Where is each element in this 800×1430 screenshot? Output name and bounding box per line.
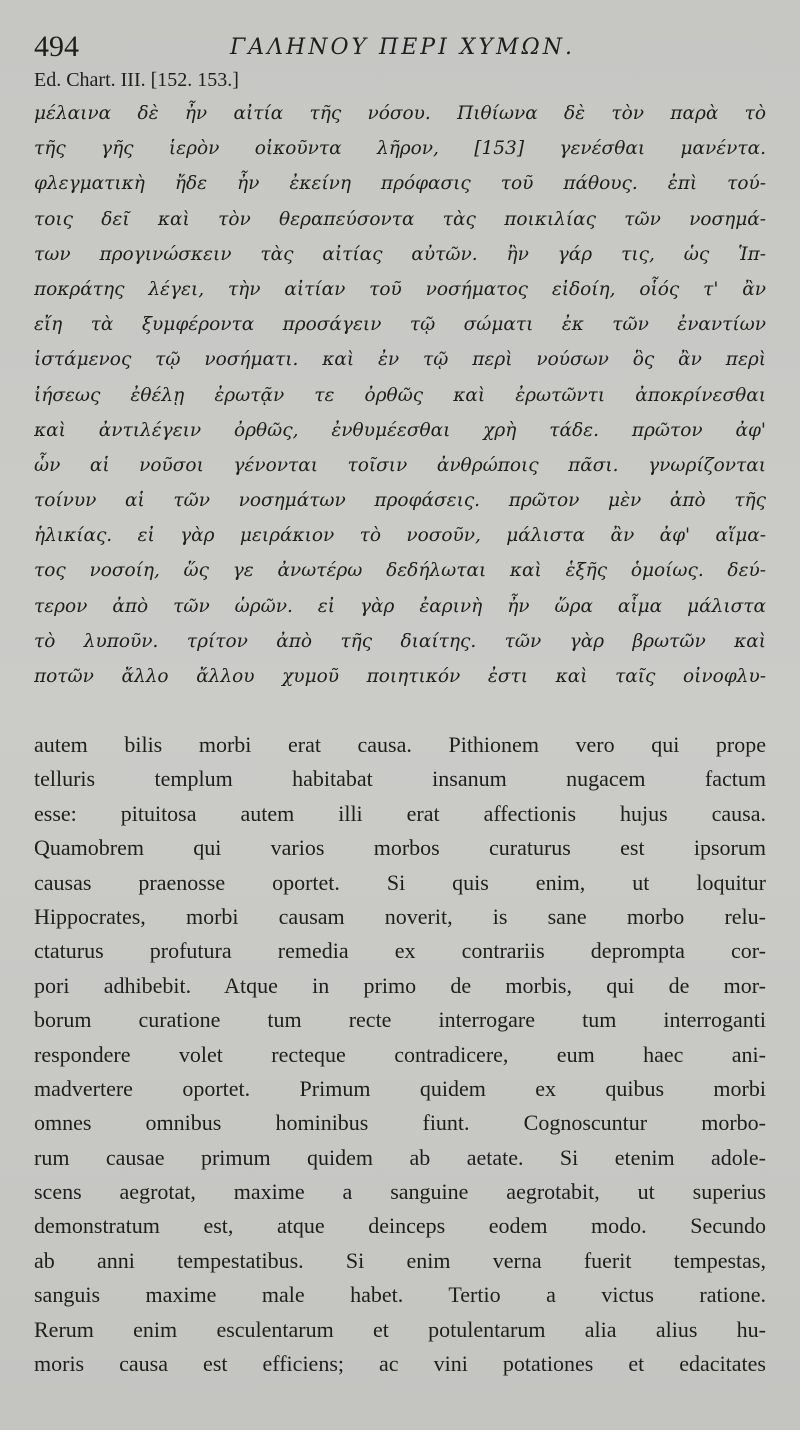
latin-line: borum curatione tum recte interrogare tum interroganti <box>34 1007 766 1033</box>
greek-line: φλεγματικὴ ἤδε ἦν ἐκείνη πρόφασις τοῦ πάθους. ἐπὶ τού- <box>34 173 766 195</box>
page-header <box>34 30 764 66</box>
greek-line: τοίνυν αἱ τῶν νοσημάτων προφάσεις. πρῶτον μὲν ἀπὸ τῆς <box>34 490 766 512</box>
running-title: ΓΑΛΗΝΟΥ ΠΕΡΙ ΧΥΜΩΝ. <box>230 35 575 60</box>
latin-line: scens aegrotat, maxime a sanguine aegrotabit, ut superius <box>34 1179 766 1205</box>
latin-line: esse: pituitosa autem illi erat affectionis hujus causa. <box>34 800 766 826</box>
latin-line: Hippocrates, morbi causam noverit, is sane morbo relu- <box>34 903 766 929</box>
greek-line: ποκράτης λέγει, τὴν αἰτίαν τοῦ νοσήματος εἰδοίη, οἷός τ' ἂν <box>34 278 766 300</box>
latin-text-block <box>34 728 766 1381</box>
latin-line: causas praenosse oportet. Si quis enim, ut loquitur <box>34 869 766 895</box>
greek-line: τῆς γῆς ἱερὸν οἰκοῦντα λῆρον, [153] γενέσθαι μανέντα. <box>34 138 766 160</box>
greek-line: τοις δεῖ καὶ τὸν θεραπεύσοντα τὰς ποικιλίας τῶν νοσημά- <box>34 208 766 230</box>
latin-line: demonstratum est, atque deinceps eodem modo. Secundo <box>34 1213 766 1239</box>
greek-line: ὧν αἱ νοῦσοι γένονται τοῖσιν ἀνθρώποις πᾶσι. γνωρίζονται <box>34 454 766 476</box>
latin-line: sanguis maxime male habet. Tertio a victus ratione. <box>34 1282 766 1308</box>
greek-line: τὸ λυποῦν. τρίτον ἀπὸ τῆς διαίτης. τῶν γὰρ βρωτῶν καὶ <box>34 630 766 652</box>
greek-line: τερον ἀπὸ τῶν ὡρῶν. εἰ γὰρ ἐαρινὴ ἦν ὥρα αἷμα μάλιστα <box>34 595 766 617</box>
greek-line: των προγινώσκειν τὰς αἰτίας αὐτῶν. ἢν γάρ τις, ὡς Ἱπ- <box>34 243 766 265</box>
latin-line: Quamobrem qui varios morbos curaturus est ipsorum <box>34 835 766 861</box>
latin-line: autem bilis morbi erat causa. Pithionem vero qui prope <box>34 732 766 757</box>
greek-line: ποτῶν ἄλλο ἄλλου χυμοῦ ποιητικόν ἐστι καὶ ταῖς οἰνοφλυ- <box>34 666 766 687</box>
greek-line: ἰήσεως ἐθέλῃ ἐρωτᾷν τε ὀρθῶς καὶ ἐρωτῶντι ἀποκρίνεσθαι <box>34 384 766 406</box>
greek-line: μέλαινα δὲ ἦν αἰτία τῆς νόσου. Πιθίωνα δὲ τὸν παρὰ τὸ <box>34 103 766 124</box>
greek-line: εἴη τὰ ξυμφέροντα προσάγειν τῷ σώματι ἐκ τῶν ἐναντίων <box>34 314 766 336</box>
greek-text-block <box>34 96 766 694</box>
greek-line: τος νοσοίη, ὥς γε ἀνωτέρω δεδήλωται καὶ ἑξῆς ὁμοίως. δεύ- <box>34 560 766 582</box>
latin-line: moris causa est efficiens; ac vini potationes et edacitates <box>34 1351 766 1377</box>
page-number: 494 <box>34 30 79 63</box>
latin-line: ab anni tempestatibus. Si enim verna fuerit tempestas, <box>34 1247 766 1273</box>
latin-line: Rerum enim esculentarum et potulentarum alia alius hu- <box>34 1316 766 1342</box>
greek-line: καὶ ἀντιλέγειν ὀρθῶς, ἐνθυμέεσθαι χρὴ τάδε. πρῶτον ἀφ' <box>34 419 766 441</box>
latin-line: telluris templum habitabat insanum nugacem factum <box>34 766 766 792</box>
latin-line: pori adhibebit. Atque in primo de morbis, qui de mor- <box>34 972 766 998</box>
latin-line: rum causae primum quidem ab aetate. Si etenim adole- <box>34 1144 766 1170</box>
latin-line: ctaturus profutura remedia ex contrariis deprompta cor- <box>34 938 766 964</box>
latin-line: omnes omnibus hominibus fiunt. Cognoscuntur morbo- <box>34 1110 766 1136</box>
greek-line: ἡλικίας. εἰ γὰρ μειράκιον τὸ νοσοῦν, μάλιστα ἂν ἀφ' αἵμα- <box>34 525 766 547</box>
latin-line: madvertere oportet. Primum quidem ex quibus morbi <box>34 1075 766 1101</box>
latin-line: respondere volet recteque contradicere, eum haec ani- <box>34 1041 766 1067</box>
greek-line: ἱστάμενος τῷ νοσήματι. καὶ ἐν τῷ περὶ νούσων ὃς ἂν περὶ <box>34 349 766 371</box>
edition-reference: Ed. Chart. III. [152. 153.] <box>34 69 239 91</box>
